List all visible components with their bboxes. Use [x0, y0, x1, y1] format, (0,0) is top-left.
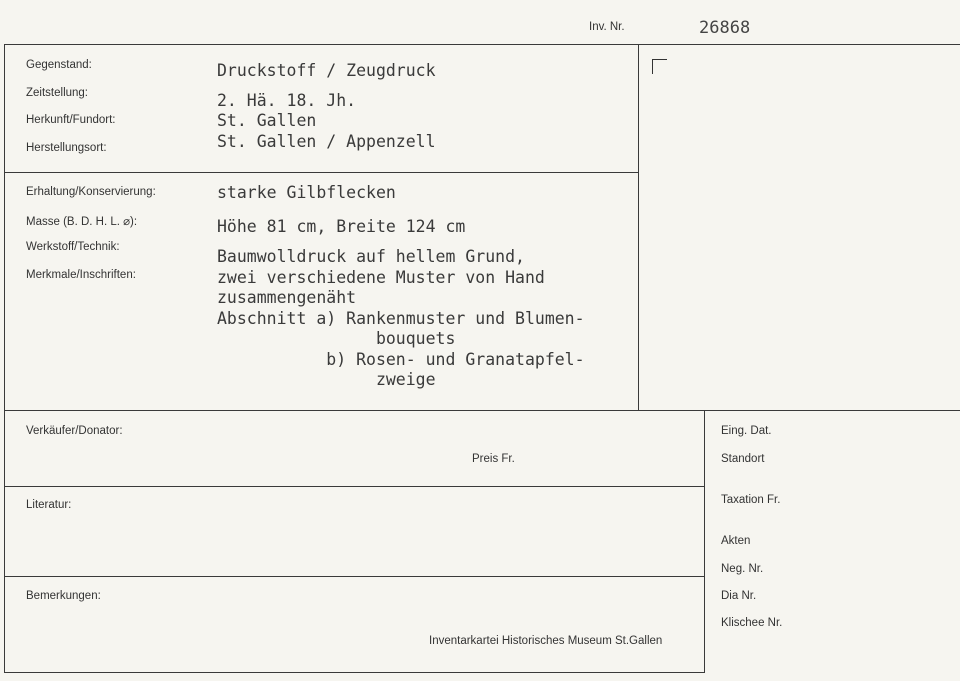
label-merkmale: Merkmale/Inschriften:	[26, 269, 136, 281]
inv-nr-label: Inv. Nr.	[589, 21, 625, 33]
label-klischee-nr: Klischee Nr.	[721, 617, 783, 629]
desc-line-7: zweige	[217, 370, 436, 389]
inv-nr-value: 26868	[699, 18, 751, 38]
label-preis: Preis Fr.	[472, 453, 515, 465]
value-masse: Höhe 81 cm, Breite 124 cm	[217, 217, 466, 236]
label-herstellungsort: Herstellungsort:	[26, 142, 107, 154]
label-herkunft: Herkunft/Fundort:	[26, 114, 116, 126]
photo-corner-mark	[652, 59, 667, 74]
label-zeitstellung: Zeitstellung:	[26, 87, 89, 99]
desc-line-2: zwei verschiedene Muster von Hand	[217, 268, 545, 287]
rule-section-4	[4, 576, 704, 577]
rule-section-3	[4, 486, 704, 487]
label-verkaeufer: Verkäufer/Donator:	[26, 425, 123, 437]
label-taxation: Taxation Fr.	[721, 494, 781, 506]
label-bemerkungen: Bemerkungen:	[26, 590, 101, 602]
label-masse: Masse (B. D. H. L. ⌀):	[26, 216, 138, 228]
label-werkstoff: Werkstoff/Technik:	[26, 241, 120, 253]
value-herkunft: St. Gallen	[217, 111, 317, 130]
rule-vertical-lower	[704, 410, 705, 673]
rule-top	[4, 44, 960, 45]
rule-vertical-upper	[638, 44, 639, 411]
rule-section-2	[4, 410, 960, 411]
label-dia-nr: Dia Nr.	[721, 590, 757, 602]
rule-left	[4, 44, 5, 673]
desc-line-3: zusammengenäht	[217, 288, 357, 307]
value-herstellungsort: St. Gallen / Appenzell	[217, 132, 436, 151]
label-standort: Standort	[721, 453, 765, 465]
rule-bottom	[4, 672, 704, 673]
desc-line-5: bouquets	[217, 329, 456, 348]
label-akten: Akten	[721, 535, 751, 547]
value-gegenstand: Druckstoff / Zeugdruck	[217, 61, 436, 80]
value-zeitstellung: 2. Hä. 18. Jh.	[217, 91, 357, 110]
label-eing-dat: Eing. Dat.	[721, 425, 772, 437]
desc-line-6: b) Rosen- und Granatapfel-	[217, 350, 585, 369]
label-erhaltung: Erhaltung/Konservierung:	[26, 186, 156, 198]
value-erhaltung: starke Gilbflecken	[217, 183, 396, 202]
rule-section-1	[4, 172, 638, 173]
label-neg-nr: Neg. Nr.	[721, 563, 764, 575]
footer-institution: Inventarkartei Historisches Museum St.Gallen	[429, 635, 663, 647]
label-gegenstand: Gegenstand:	[26, 59, 92, 71]
label-literatur: Literatur:	[26, 499, 72, 511]
desc-line-1: Baumwolldruck auf hellem Grund,	[217, 247, 525, 266]
desc-line-4: Abschnitt a) Rankenmuster und Blumen-	[217, 309, 585, 328]
